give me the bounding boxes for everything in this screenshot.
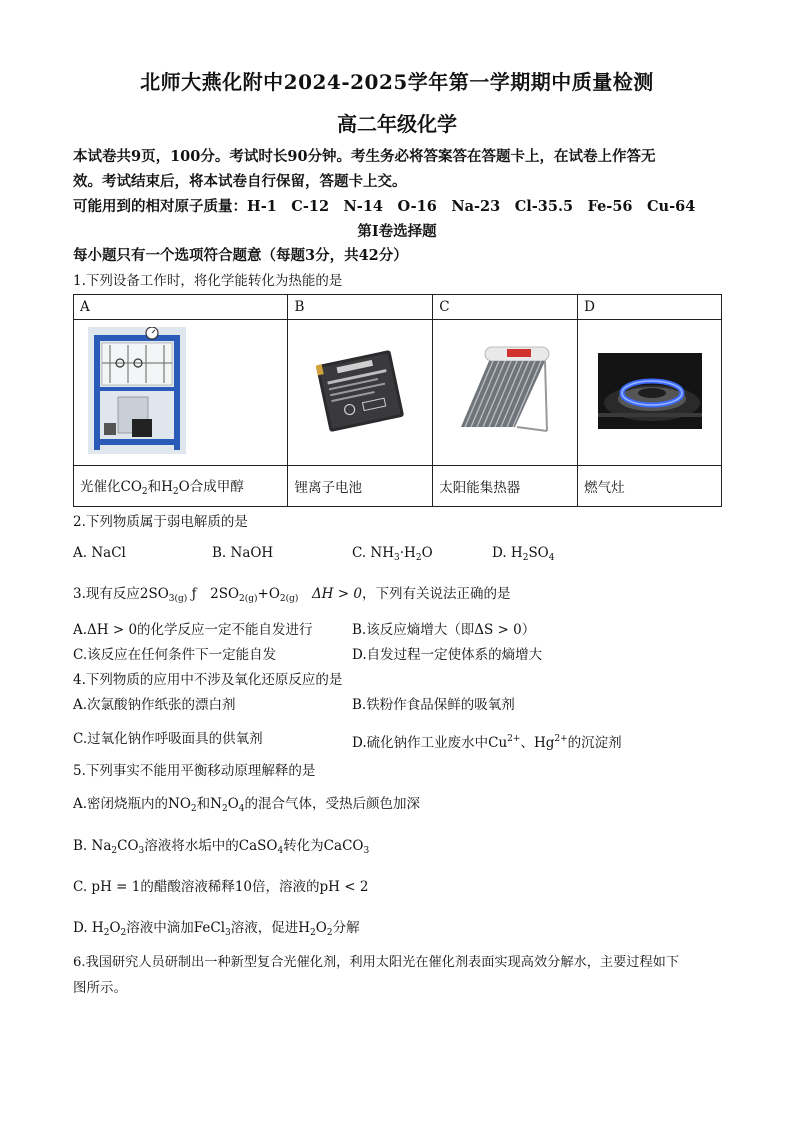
q4-stem: 4.下列物质的应用中不涉及氧化还原反应的是	[73, 672, 343, 688]
q5-option-b: B. $Na_2CO_3$溶液将水垢中的CaSO$_4$转化为CaCO$_3$	[73, 838, 370, 856]
q1-options-table	[73, 294, 722, 507]
q2-stem: 2.下列物质属于弱电解质的是	[73, 514, 248, 530]
q3-option-a: A.ΔH > 0的化学反应一定不能自发进行	[73, 622, 313, 638]
q3-option-d: D.自发过程一定使体系的熵增大	[352, 647, 543, 663]
q4-option-a: A.次氯酸钠作纸张的漂白剂	[73, 697, 236, 713]
gas-stove-image	[598, 353, 702, 429]
photocatalysis-apparatus-image	[88, 327, 186, 454]
q2-option-b: B. NaOH	[212, 545, 274, 561]
q3-option-b: B.该反应熵增大（即ΔS > 0）	[352, 622, 536, 638]
q4-option-d: D.硫化钠作工业废水中$Cu^{2+}$、$Hg^{2+}$的沉淀剂	[352, 734, 622, 751]
section-note: 每小题只有一个选项符合题意（每题3分，共42分）	[73, 247, 408, 264]
q2-option-c: C. $NH_3\cdot H_2O$	[352, 545, 433, 563]
exam-subtitle: 高二年级化学	[337, 112, 457, 136]
q4-option-b: B.铁粉作食品保鲜的吸氧剂	[352, 697, 515, 713]
q1-header-d: D	[578, 295, 722, 320]
q1-header-a: A	[74, 295, 288, 320]
q6-stem-line-1: 6.我国研究人员研制出一种新型复合光催化剂，利用太阳光在催化剂表面实现高效分解水，主要过程如下	[73, 955, 680, 970]
q1-header-b: B	[288, 295, 433, 320]
q1-caption-a: 光催化$CO_2$和$H_2O$合成甲醇	[74, 466, 288, 507]
exam-title: 北师大燕化附中2024-2025学年第一学期期中质量检测	[140, 70, 654, 94]
q1-caption-d: 燃气灶	[578, 466, 722, 507]
atomic-masses: 可能用到的相对原子质量：H-1 C-12 N-14 O-16 Na-23 Cl-35.5 Fe-56 Cu-64	[73, 198, 696, 215]
instructions-line-1: 本试卷共9页，100分。考试时长90分钟。考生务必将答案答在答题卡上，在试卷上作答无	[73, 148, 656, 165]
q4-option-c: C.过氧化钠作呼吸面具的供氧剂	[73, 731, 263, 747]
instructions-line-2: 效。考试结束后，将本试卷自行保留，答题卡上交。	[73, 173, 407, 190]
q1-stem: 1.下列设备工作时，将化学能转化为热能的是	[73, 273, 343, 289]
q5-option-a: A.密闭烧瓶内的$NO_2$和$N_2O_4$的混合气体，受热后颜色加深	[73, 796, 421, 814]
q5-stem: 5.下列事实不能用平衡移动原理解释的是	[73, 763, 316, 779]
lithium-battery-image	[312, 347, 408, 435]
q1-header-c: C	[433, 295, 578, 320]
q3-stem: 3.现有反应$2SO_{3(g)}$ ƒ $2SO_{2(g)}+O_{2(g)}$ ΔH > 0，下列有关说法正确的是	[73, 586, 511, 604]
q5-option-d: D. $H_2O_2$溶液中滴加FeCl$_3$溶液，促进$H_2O_2$分解	[73, 920, 360, 938]
q1-caption-c: 太阳能集热器	[433, 466, 578, 507]
solar-water-heater-image	[455, 343, 555, 439]
q6-stem-line-2: 图所示。	[73, 980, 127, 996]
q1-caption-b: 锂离子电池	[288, 466, 433, 507]
q2-option-d: D. $H_2SO_4$	[492, 545, 555, 563]
q3-option-c: C.该反应在任何条件下一定能自发	[73, 647, 277, 663]
q5-option-c: C. pH = 1的醋酸溶液稀释10倍，溶液的pH < 2	[73, 879, 369, 895]
section-title: 第I卷选择题	[357, 223, 437, 240]
q2-option-a: A. NaCl	[73, 545, 126, 561]
